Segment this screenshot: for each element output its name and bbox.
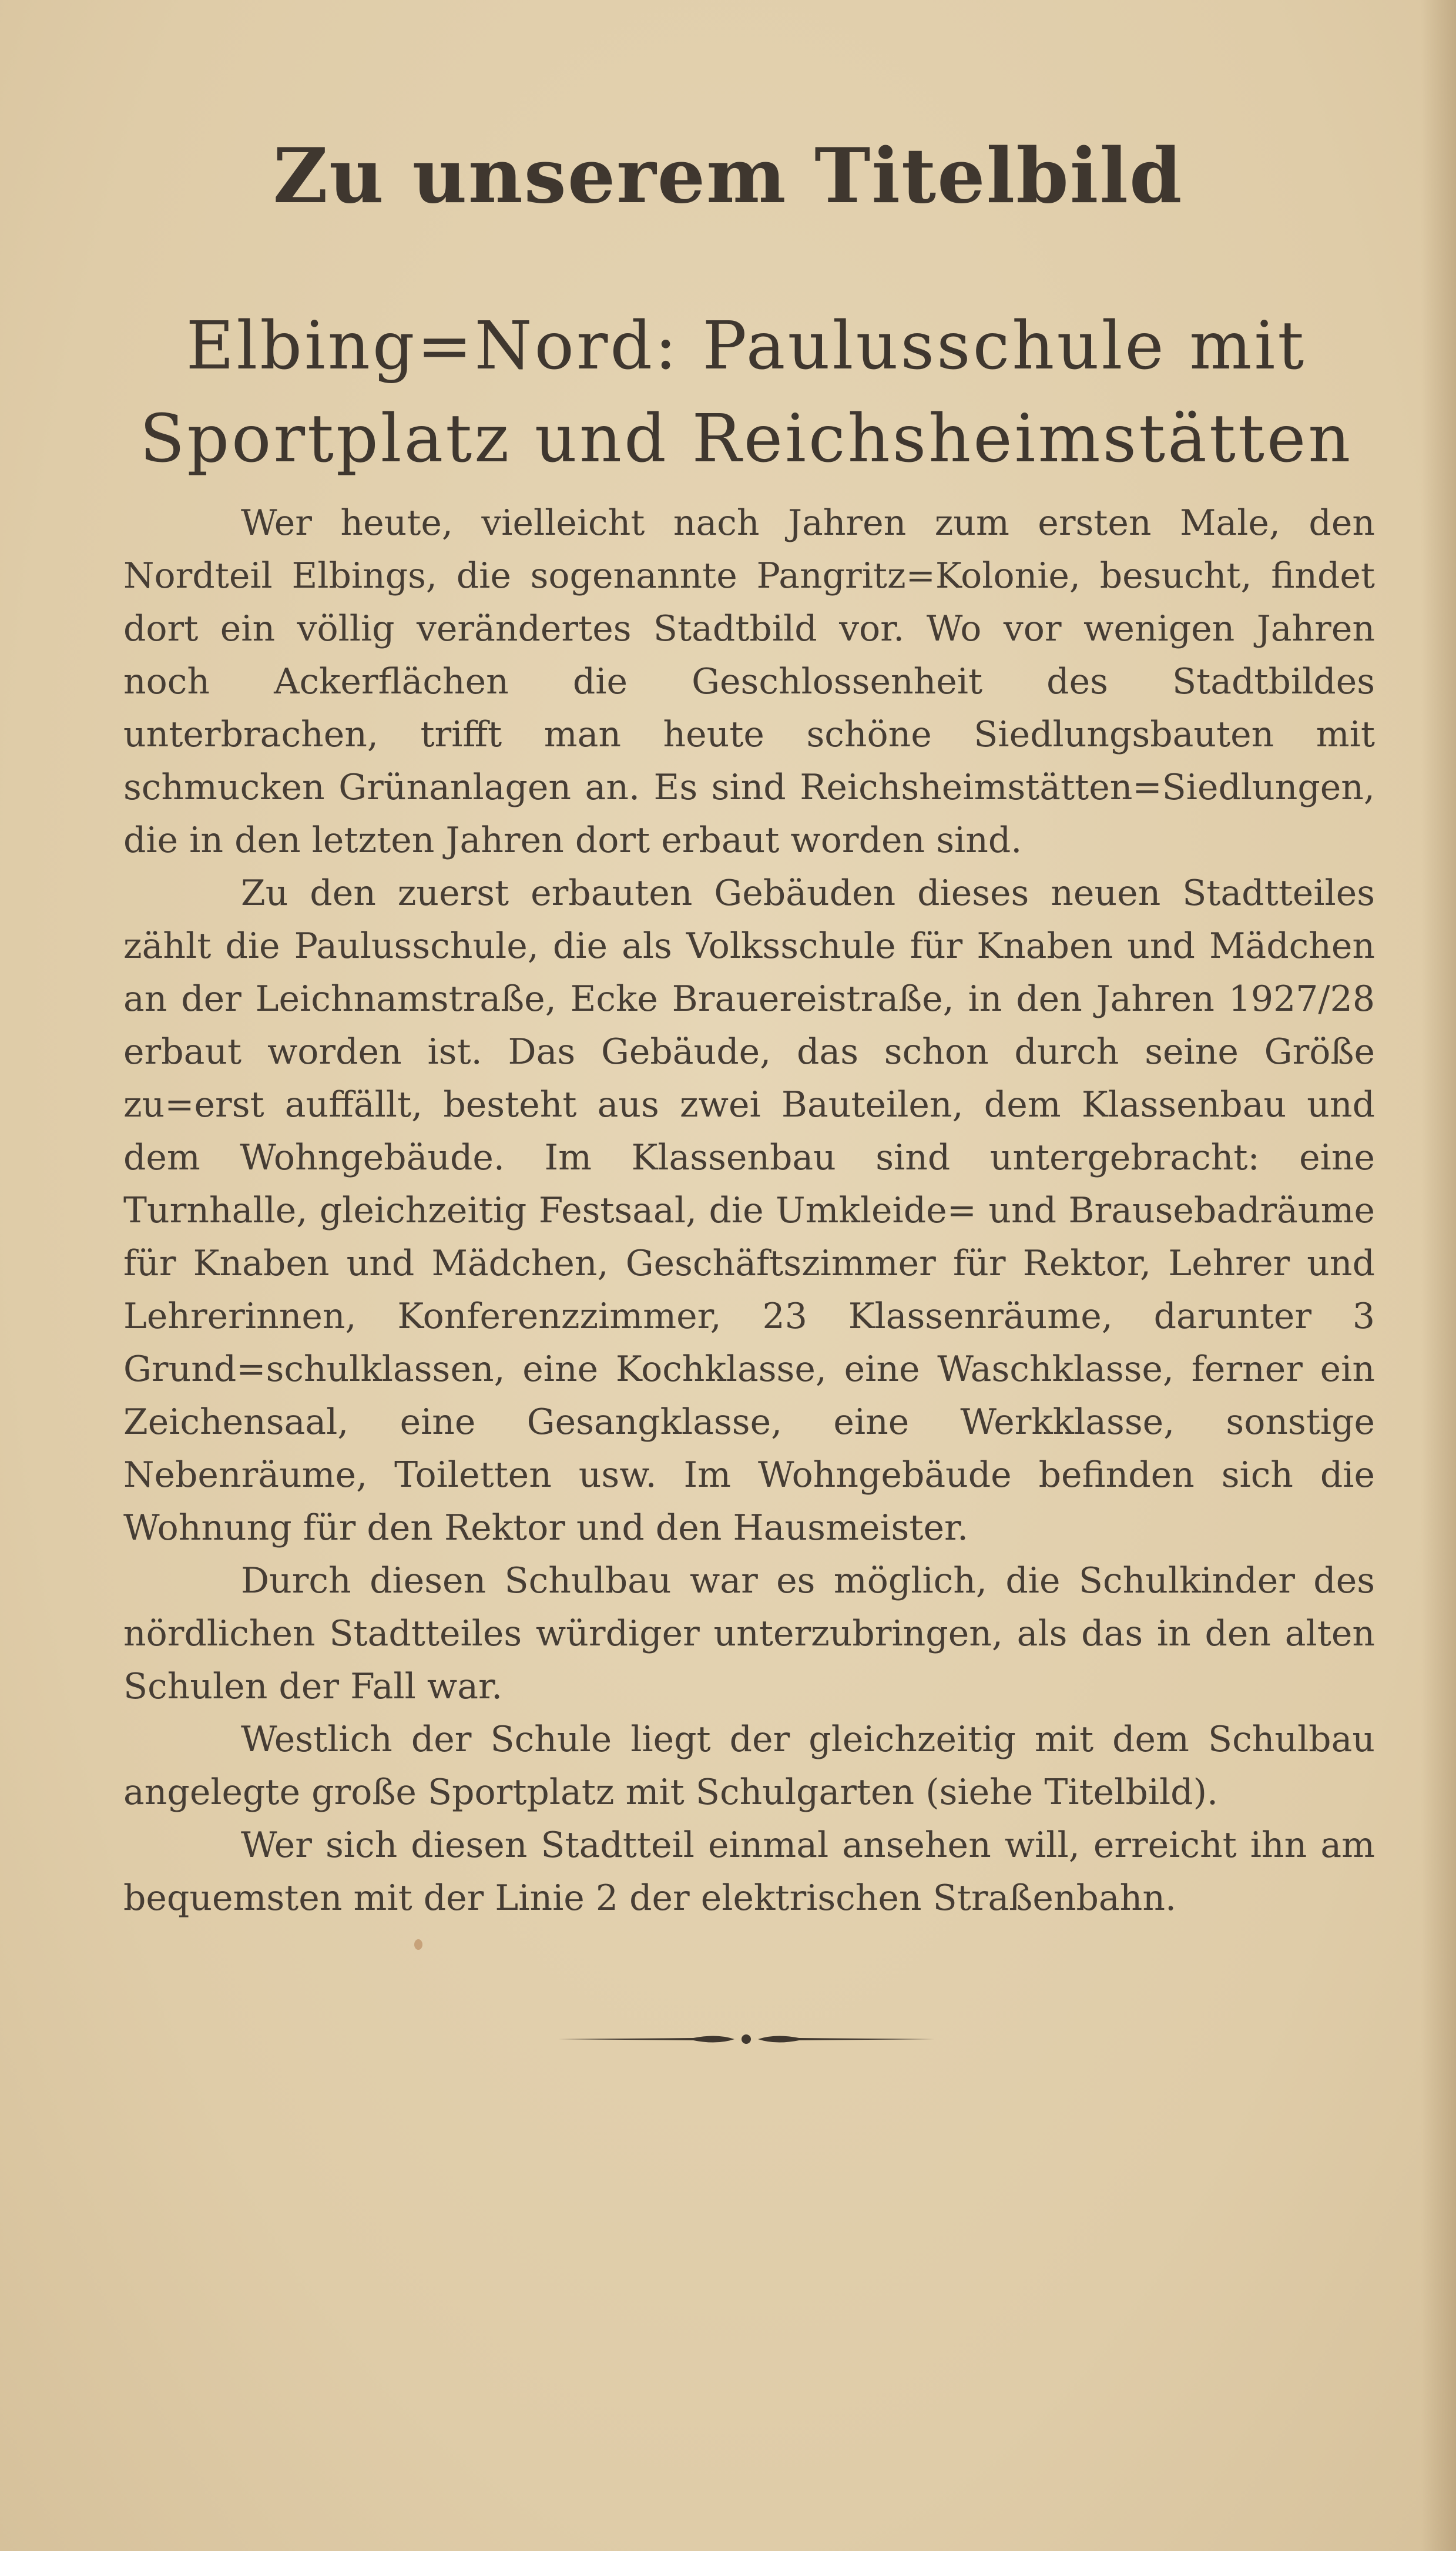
paragraph: Wer sich diesen Stadtteil einmal ansehen will, erreicht ihn am bequemsten mit der Linie 2 der elektrischen Straßenbahn. bbox=[123, 1825, 1375, 1919]
paragraph: Westlich der Schule liegt der gleichzeitig mit dem Schulbau angelegte große Sportplatz mit Schulgarten (siehe Titelbild). bbox=[123, 1719, 1375, 1813]
article-subtitle: Elbing=Nord: Paulusschule mit Sportplatz und Reichsheimstätten bbox=[139, 308, 1353, 477]
paragraph: Zu den zuerst erbauten Gebäuden dieses neuen Stadtteiles zählt die Paulusschule, die als Volksschule für Knaben und Mädchen an der Leichnamstraße, Ecke Brauereistraße, in den Jahren 1927/28 erbaut worden ist. Das Gebäude, das schon durch seine Größe zu=erst auffällt, besteht aus zwei Bauteilen, dem Klassenbau und dem Wohngebäude. Im Klassenbau sind untergebracht: eine Turnhalle, gleichzeitig Festsaal, die Umkleide= und Brausebadräume für Knaben und Mädchen, Geschäftszimmer für Rektor, Lehrer und Lehrerinnen, Konferenzzimmer, 23 Klassenräume, darunter 3 Grund=schulklassen, eine Kochklasse, eine Waschklasse, ferner ein Zeichensaal, eine Gesangklasse, eine Werkklasse, sonstige Nebenräume, Toiletten usw. Im Wohngebäude befinden sich die Wohnung für den Rektor und den Hausmeister. bbox=[123, 873, 1375, 1548]
page-edge-shadow bbox=[1421, 0, 1456, 2551]
page-title: Zu unserem Titelbild bbox=[273, 132, 1183, 220]
paper-speck bbox=[414, 1939, 422, 1950]
divider-ornament-icon bbox=[558, 2027, 934, 2051]
article-body bbox=[123, 497, 1375, 1925]
paragraph: Durch diesen Schulbau war es möglich, die Schulkinder des nördlichen Stadtteiles würdiger unterzubringen, als das in den alten Schulen der Fall war. bbox=[123, 1560, 1375, 1707]
paragraph: Wer heute, vielleicht nach Jahren zum ersten Male, den Nordteil Elbings, die sogenannte Pangritz=Kolonie, besucht, findet dort ein völlig verändertes Stadtbild vor. Wo vor wenigen Jahren noch Ackerflächen die Geschlossenheit des Stadtbildes unterbrachen, trifft man heute schöne Siedlungsbauten mit schmucken Grünanlagen an. Es sind Reichsheimstätten=Siedlungen, die in den letzten Jahren dort erbaut worden sind. bbox=[123, 502, 1375, 861]
